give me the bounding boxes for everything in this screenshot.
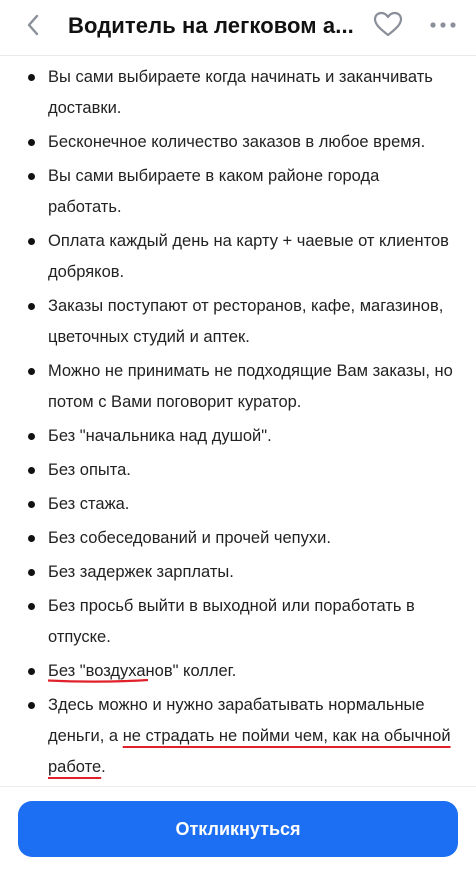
benefits-list [0, 62, 476, 786]
favorite-button[interactable] [368, 7, 408, 45]
list-item-text: Бесконечное количество заказов в любое время. [48, 133, 426, 151]
list-item [0, 291, 476, 353]
bullet-dot [28, 501, 35, 508]
bullet-dot [28, 238, 35, 245]
page-title: Водитель на легковом а... [68, 13, 354, 38]
list-item-text: Без стажа. [48, 495, 130, 513]
list-item [0, 62, 476, 124]
list-item-text: Можно не принимать не подходящие Вам заказы, но потом с Вами поговорит куратор. [48, 362, 453, 411]
bullet-dot [28, 467, 35, 474]
bottom-action-bar [0, 786, 476, 869]
list-item-text: Без "начальника над душой". [48, 427, 272, 445]
bullet-dot [28, 433, 35, 440]
bullet-dot [28, 173, 35, 180]
top-nav-bar [0, 0, 476, 56]
bullet-dot [28, 603, 35, 610]
list-item [0, 127, 476, 158]
back-button[interactable] [16, 10, 50, 44]
list-item-text: Без задержек зарплаты. [48, 563, 234, 581]
more-options-button[interactable] [422, 8, 464, 42]
list-item [0, 656, 476, 687]
list-item [0, 591, 476, 653]
bullet-dot [28, 139, 35, 146]
list-item [0, 557, 476, 588]
bullet-dot [28, 303, 35, 310]
red-underlined-text: не страдать не пойми чем, как на обычной работе [48, 727, 451, 776]
vacancy-description [0, 56, 476, 786]
list-item-text: Без собеседований и прочей чепухи. [48, 529, 331, 547]
bullet-dot [28, 368, 35, 375]
list-item [0, 489, 476, 520]
list-item [0, 356, 476, 418]
bullet-dot [28, 569, 35, 576]
list-item [0, 421, 476, 452]
bullet-dot [28, 668, 35, 675]
heart-outline-icon [373, 11, 403, 42]
bullet-dot [28, 535, 35, 542]
list-item-text: Без опыта. [48, 461, 131, 479]
list-item-text: Вы сами выбираете в каком районе города работать. [48, 167, 380, 216]
list-item-text: Здесь можно и нужно зарабатывать нормальные деньги, а [48, 696, 425, 745]
list-item-text: Вы сами выбираете когда начинать и заканчивать доставки. [48, 68, 433, 117]
list-item [0, 690, 476, 783]
bullet-dot [28, 702, 35, 709]
red-underlined-text [48, 662, 236, 680]
list-item [0, 161, 476, 223]
bullet-dot [28, 74, 35, 81]
list-item [0, 523, 476, 554]
respond-button[interactable]: Откликнуться [18, 801, 458, 857]
chevron-left-icon [26, 13, 40, 42]
list-item-text-end: . [101, 758, 106, 776]
more-horizontal-icon [430, 16, 456, 34]
list-item [0, 226, 476, 288]
list-item-text: Без "воздуханов" коллег. [48, 662, 237, 680]
list-item [0, 455, 476, 486]
list-item-text: Оплата каждый день на карту + чаевые от клиентов добряков. [48, 232, 449, 281]
list-item-text: Заказы поступают от ресторанов, кафе, магазинов, цветочных студий и аптек. [48, 297, 444, 346]
list-item-text: Без просьб выйти в выходной или поработать в отпуске. [48, 597, 415, 646]
